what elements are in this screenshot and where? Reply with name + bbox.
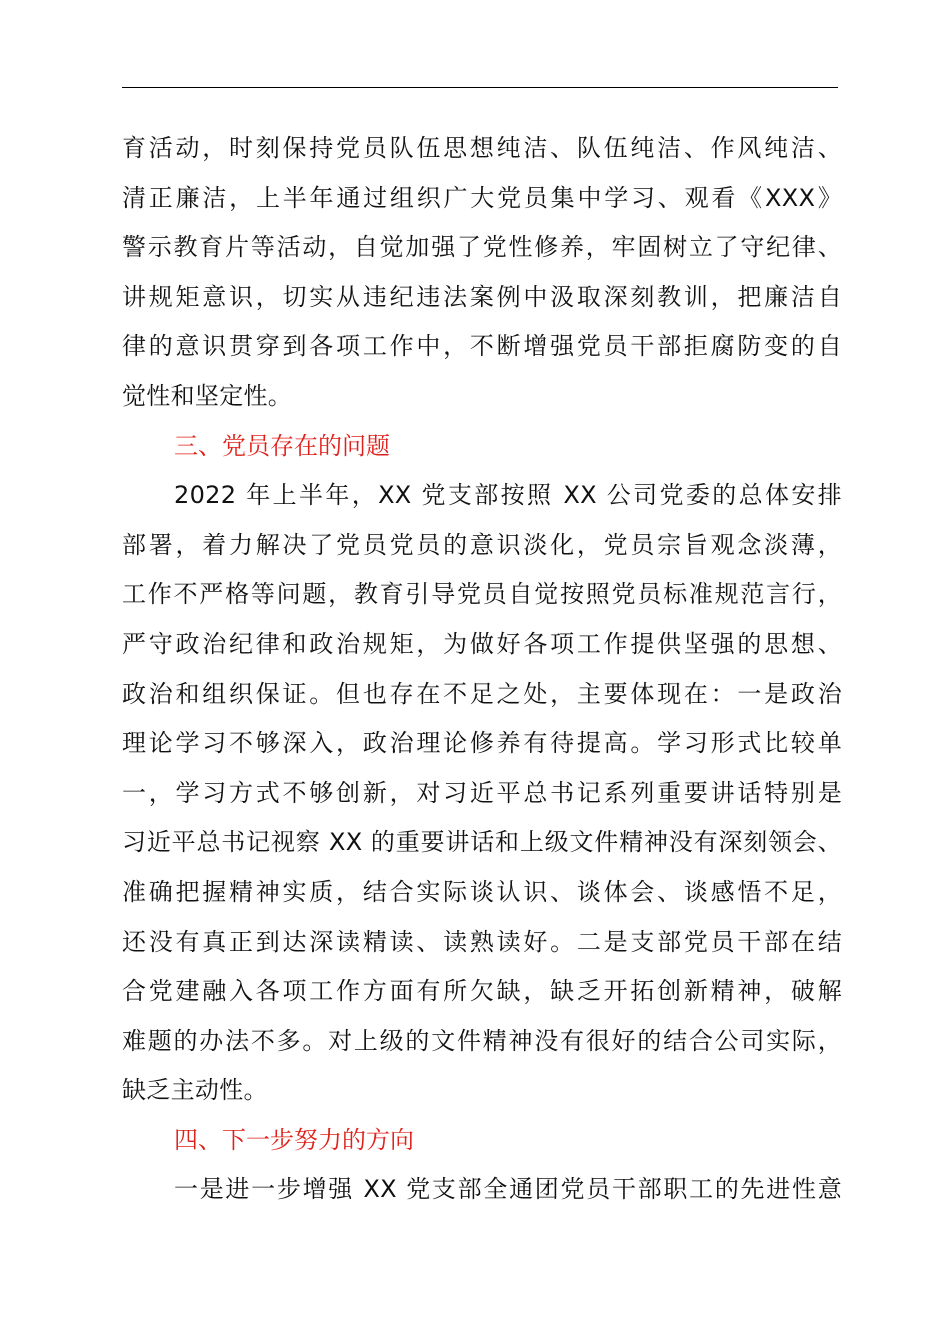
text-line: 难题的办法不多。对上级的文件精神没有很好的结合公司实际， bbox=[122, 1026, 842, 1055]
text-line: 严守政治纪律和政治规矩，为做好各项工作提供坚强的思想、 bbox=[122, 629, 842, 658]
text-line: 政治和组织保证。但也存在不足之处，主要体现在：一是政治 bbox=[122, 679, 842, 708]
text-line: 育活动，时刻保持党员队伍思想纯洁、队伍纯洁、作风纯洁、 bbox=[122, 134, 842, 162]
text-line: 理论学习不够深入，政治理论修养有待提高。学习形式比较单 bbox=[122, 729, 842, 758]
text-line: 律的意识贯穿到各项工作中，不断增强党员干部拒腐防变的自 bbox=[122, 332, 842, 361]
text-line: 合党建融入各项工作方面有所欠缺，缺乏开拓创新精神，破解 bbox=[122, 977, 842, 1006]
text-line: 一是进一步增强 XX 党支部全通团党员干部职工的先进性意 bbox=[174, 1175, 842, 1204]
text-line: 缺乏主动性。 bbox=[122, 1076, 268, 1105]
paragraph-problems bbox=[122, 471, 842, 1116]
section-heading-next-steps: 四、下一步努力的方向 bbox=[174, 1125, 414, 1154]
paragraph-next-steps bbox=[122, 1165, 842, 1215]
text-line: 习近平总书记视察 XX 的重要讲话和上级文件精神没有深刻领会、 bbox=[122, 828, 842, 857]
paragraph-party-discipline bbox=[122, 124, 842, 422]
section-heading-problems: 三、党员存在的问题 bbox=[174, 431, 390, 460]
text-line: 准确把握精神实质，结合实际谈认识、谈体会、谈感悟不足， bbox=[122, 877, 842, 906]
document-body bbox=[122, 124, 842, 1215]
text-line: 讲规矩意识，切实从违纪违法案例中汲取深刻教训，把廉洁自 bbox=[122, 282, 842, 311]
text-line: 还没有真正到达深读精读、读熟读好。二是支部党员干部在结 bbox=[122, 927, 842, 956]
text-line: 觉性和坚定性。 bbox=[122, 381, 293, 410]
text-line: 工作不严格等问题，教育引导党员自觉按照党员标准规范言行， bbox=[122, 580, 842, 609]
text-line: 2022 年上半年，XX 党支部按照 XX 公司党委的总体安排 bbox=[174, 481, 842, 510]
text-line: 清正廉洁，上半年通过组织广大党员集中学习、观看《XXX》 bbox=[122, 183, 842, 212]
header-rule bbox=[122, 87, 838, 88]
text-line: 一，学习方式不够创新，对习近平总书记系列重要讲话特别是 bbox=[122, 778, 842, 807]
text-line: 部署，着力解决了党员党员的意识淡化，党员宗旨观念淡薄， bbox=[122, 530, 842, 559]
text-line: 警示教育片等活动，自觉加强了党性修养，牢固树立了守纪律、 bbox=[122, 233, 842, 262]
